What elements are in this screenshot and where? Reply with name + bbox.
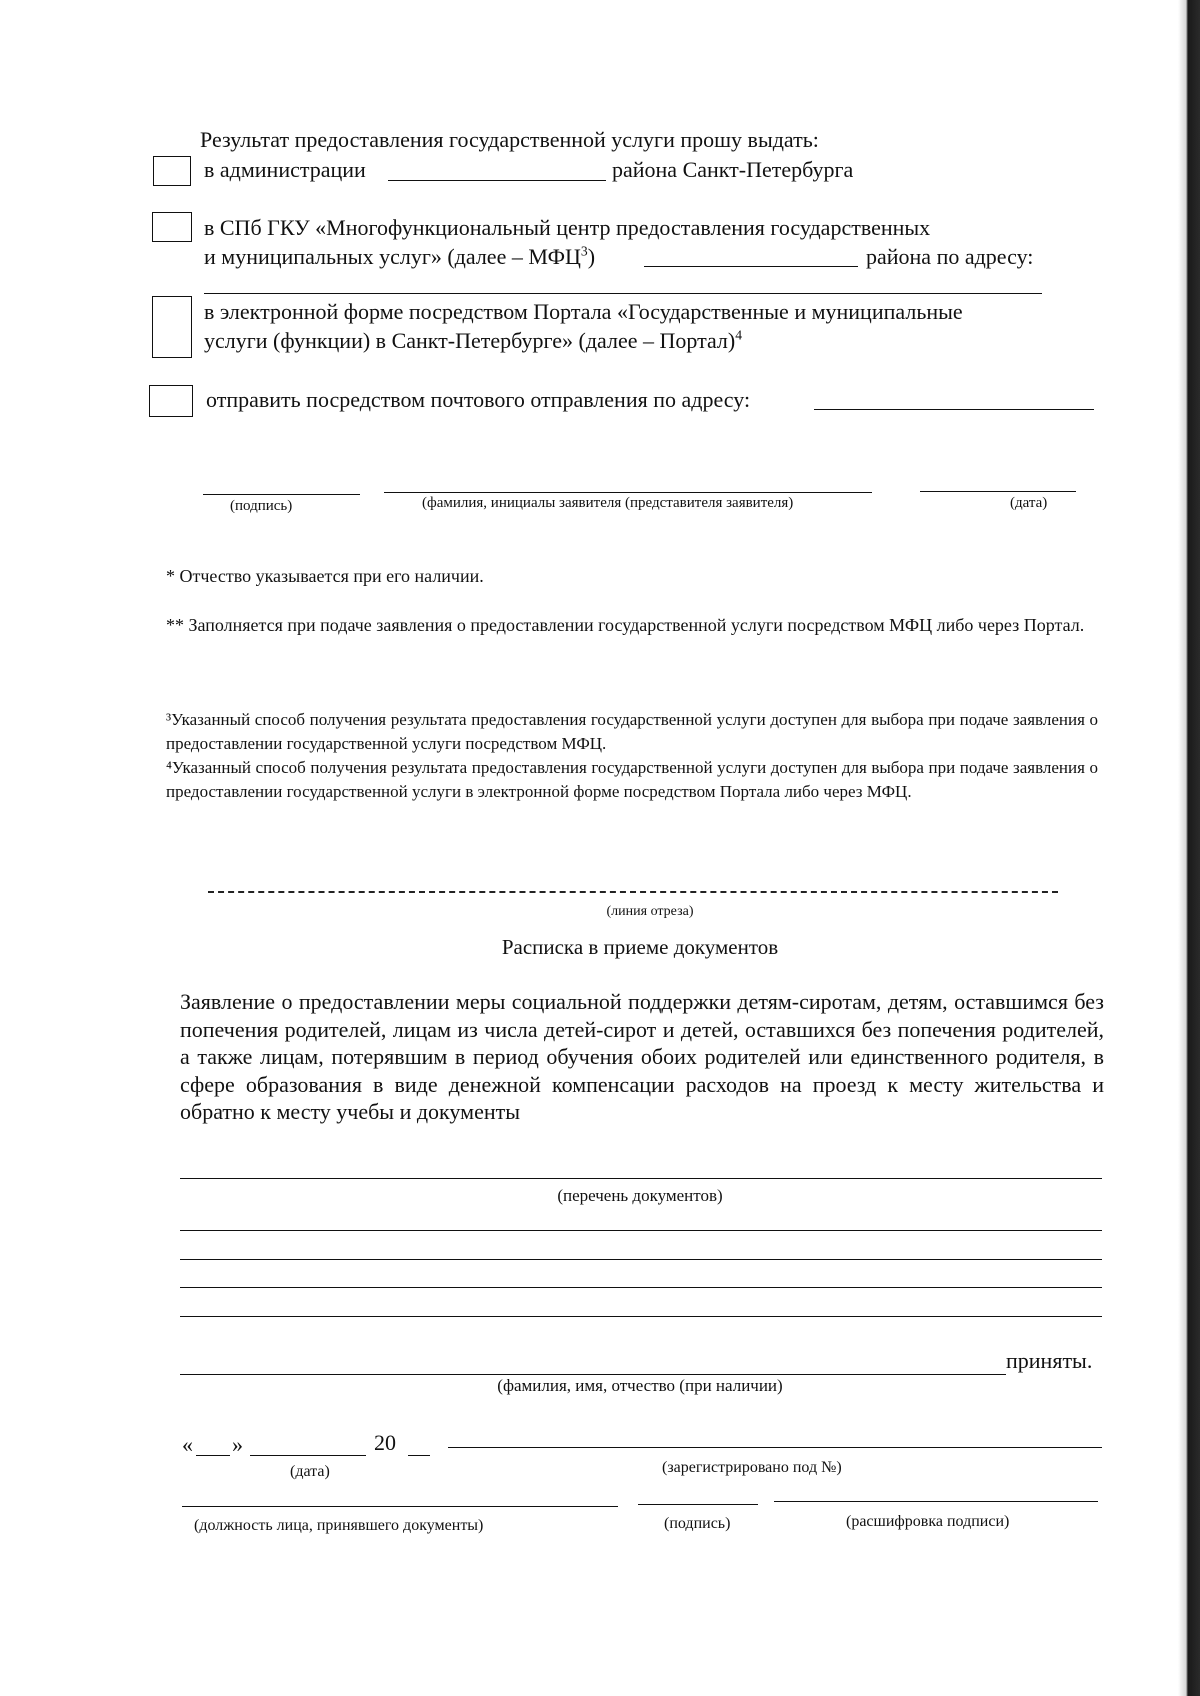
position-caption: (должность лица, принявшего документы): [194, 1517, 484, 1534]
footnote-4: ⁴Указанный способ получения результата предоставления государственной услуги доступен для выбора при подаче заявления о предоставлении государственной услуги в электронной форме посредством Портала либо через МФЦ.: [166, 758, 1098, 801]
date-day-field[interactable]: [196, 1455, 230, 1456]
option-mfc-line2: [204, 243, 595, 271]
date-month-field[interactable]: [250, 1455, 366, 1456]
result-heading: Результат предоставления государственной услуги прошу выдать:: [200, 127, 819, 152]
documents-line-4[interactable]: [180, 1287, 1102, 1288]
district-field-mfc[interactable]: [644, 266, 858, 267]
registration-number-field[interactable]: [448, 1447, 1102, 1448]
checkbox-portal[interactable]: [152, 296, 192, 358]
option-admin-prefix: в администрации: [204, 157, 366, 182]
documents-line-5[interactable]: [180, 1316, 1102, 1317]
signature-date-caption: (дата): [1010, 495, 1048, 511]
footnote-3: ³Указанный способ получения результата предоставления государственной услуги доступен для выбора при подаче заявления о предоставлении государственной услуги посредством МФЦ.: [166, 710, 1098, 753]
receiver-signature-field[interactable]: [638, 1504, 758, 1505]
signature-decode-field[interactable]: [774, 1501, 1098, 1502]
option-portal-line2: [204, 327, 742, 355]
date-year-prefix: 20: [374, 1430, 396, 1455]
date-year-field[interactable]: [408, 1455, 430, 1456]
option-mfc-suffix: района по адресу:: [866, 244, 1034, 269]
receiver-signature-caption: (подпись): [664, 1515, 731, 1532]
mail-address-field[interactable]: [814, 409, 1094, 410]
note-patronymic: * Отчество указывается при его наличии.: [166, 566, 484, 586]
cut-line-caption: (линия отреза): [606, 904, 694, 919]
footnote-ref-3: 3: [580, 243, 588, 259]
date-close-quote: »: [232, 1432, 243, 1457]
receipt-body: Заявление о предоставлении меры социальной поддержки детям-сиротам, детям, оставшимся без попечения родителей, лицам из числа детей-сирот и детей, оставшихся без попечения родителей, а также лицам, потерявшим в период обучения обоих родителей или единственного родителя, в сфере образования в виде денежной компенсации расходов на проезд к месту жительства и обратно к месту учебы и документы: [180, 989, 1104, 1124]
registered-caption: (зарегистрировано под №): [662, 1459, 842, 1476]
applicant-name-caption: (фамилия, инициалы заявителя (представителя заявителя): [422, 495, 794, 511]
signature-decode-caption: (расшифровка подписи): [846, 1513, 1010, 1530]
cut-line: [208, 891, 1058, 893]
option-mail-text: отправить посредством почтового отправления по адресу:: [206, 387, 751, 412]
checkbox-mfc[interactable]: [152, 212, 192, 242]
option-portal-line2-text: услуги (функции) в Санкт-Петербурге» (далее – Портал): [204, 328, 736, 353]
date-open-quote: «: [182, 1432, 193, 1457]
mfc-address-field[interactable]: [204, 293, 1042, 294]
signature-date-field[interactable]: [920, 491, 1076, 492]
documents-caption: (перечень документов): [557, 1186, 723, 1205]
scan-page-edge: [1178, 0, 1200, 1696]
checkbox-admin[interactable]: [153, 156, 191, 186]
note-mfc-portal: ** Заполняется при подаче заявления о предоставлении государственной услуги посредством МФЦ либо через Портал.: [166, 615, 1085, 635]
receipt-title: Расписка в приеме документов: [501, 935, 779, 959]
fio-caption: (фамилия, имя, отчество (при наличии): [497, 1376, 783, 1395]
date-caption: (дата): [290, 1463, 330, 1480]
documents-line-1[interactable]: [180, 1178, 1102, 1179]
district-field-admin[interactable]: [388, 180, 606, 181]
signature-caption: (подпись): [230, 498, 293, 514]
option-mfc-line2-prefix: и муниципальных услуг» (далее – МФЦ: [204, 244, 581, 269]
accepted-word: приняты.: [1006, 1348, 1093, 1373]
option-mfc-line1: в СПб ГКУ «Многофункциональный центр предоставления государственных: [204, 215, 931, 240]
signature-field[interactable]: [203, 494, 360, 495]
checkbox-mail[interactable]: [149, 385, 193, 417]
option-admin-suffix: района Санкт-Петербурга: [612, 157, 854, 182]
option-portal-line1: в электронной форме посредством Портала «Государственные и муниципальные: [204, 299, 963, 324]
documents-line-3[interactable]: [180, 1259, 1102, 1260]
documents-line-2[interactable]: [180, 1230, 1102, 1231]
position-field[interactable]: [182, 1506, 618, 1507]
option-mfc-line2-mid: ): [587, 244, 596, 269]
footnote-ref-4: 4: [735, 327, 743, 343]
